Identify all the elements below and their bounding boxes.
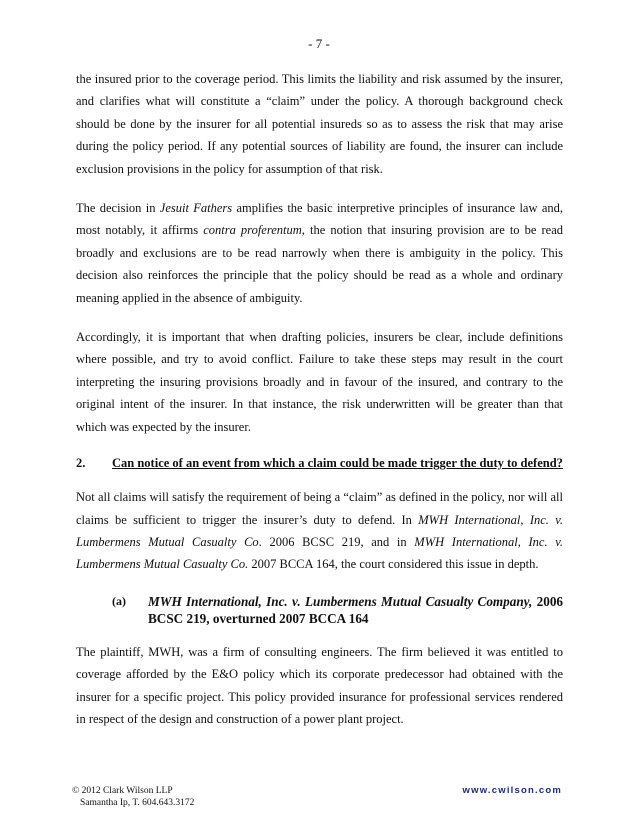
section-number: 2.: [76, 456, 86, 471]
footer-left: [72, 785, 194, 809]
subsection-heading-a: [76, 593, 563, 627]
page-number: - 7 -: [308, 36, 330, 51]
footer-website-link[interactable]: www.cwilson.com: [462, 785, 562, 796]
footer-author: Samantha Ip, T. 604.643.3172: [80, 798, 195, 808]
subsection-label: (a): [112, 593, 126, 608]
paragraph-2: [76, 197, 563, 309]
paragraph-4: [76, 486, 563, 576]
paragraph-4-text: Not all claims will satisfy the requirement of being a “claim” as defined in the policy, nor will all claims be sufficient to trigger the insurer’s duty to defend. In: [76, 490, 563, 527]
paragraph-2-text: , the notion that insuring provision are to be read broadly and exclusions are to be read narrowly when there is ambiguity in the policy. This decision also reinforces the principle that the policy should be read as a whole and ordinary meaning applied in the absence of ambiguity.: [76, 223, 563, 305]
paragraph-1: the insured prior to the coverage period. This limits the liability and risk assumed by the insurer, and clarifies what will constitute a “claim” under the policy. A thorough background check should be done by the insurer for all potential insureds so as to assess the risk that may arise during the policy period. If any potential sources of liability are found, the insurer can include exclusion provisions in the policy for assumption of that risk.: [76, 72, 563, 176]
case-citation-1: MWH International, Inc. v. Lumbermens Mutual Casualty Co: [76, 512, 563, 549]
section-title: Can notice of an event from which a claim could be made trigger the duty to defend?: [112, 456, 563, 471]
paragraph-5: The plaintiff, MWH, was a firm of consulting engineers. The firm believed it was entitled to coverage afforded by the E&O policy which its corporate predecessor had obtained with the insurer for a specific project. This policy provided insurance for professional services rendered in respect of the design and construction of a power plant project.: [76, 644, 563, 726]
page-body: [76, 68, 563, 747]
paragraph-2-text: The decision in: [76, 201, 160, 216]
paragraph-4-text: . 2006 BCSC 219, and in: [258, 534, 415, 549]
case-name-jesuit-fathers: Jesuit Fathers: [159, 201, 233, 216]
subsection-case-name: MWH International, Inc. v. Lumbermens Mutual Casualty Company,: [148, 593, 533, 609]
case-citation-2: MWH International, Inc. v. Lumbermens Mutual Casualty Co.: [76, 534, 563, 572]
subsection-citation: 2006 BCSC 219, overturned 2007 BCCA 164: [148, 593, 564, 626]
subsection-title: [148, 593, 563, 627]
paragraph-3: Accordingly, it is important that when drafting policies, insurers be clear, include definitions where possible, and try to avoid conflict. Failure to take these steps may result in the court interpreting the insuring provisions broadly and in favour of the insured, and contrary to the original intent of the insurer. In that instance, the risk underwritten will be greater than that which was expected by the insurer.: [76, 330, 563, 434]
paragraph-2-text: amplifies the basic interpretive principles of insurance law and, most notably, it affirms: [76, 201, 563, 238]
paragraph-4-text: 2007 BCCA 164, the court considered this issue in depth.: [248, 557, 539, 572]
footer-copyright: © 2012 Clark Wilson LLP: [72, 786, 173, 796]
term-contra-proferentum: contra proferentum: [203, 223, 302, 238]
section-heading-2: [76, 455, 563, 472]
